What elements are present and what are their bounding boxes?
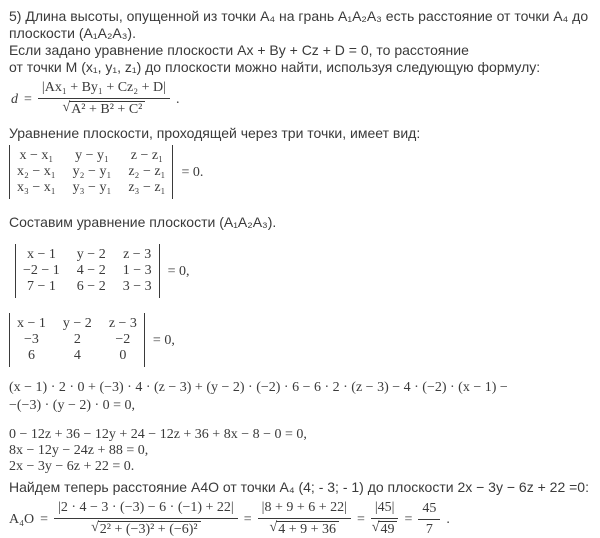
- sqrt-icon: √: [91, 520, 99, 535]
- equation-1: 0 − 12z + 36 − 12y + 24 − 12z + 36 + 8x − 8 − 0 = 0,: [9, 427, 307, 442]
- problem-statement-line1: 5) Длина высоты, опущенной из точки A₄ на грань A₁A₂A₃ есть расстояние от точки A₄ до: [9, 8, 589, 24]
- sqrt-icon: √: [62, 100, 71, 115]
- simplified-equations: [9, 427, 596, 475]
- matrix-cell: −2: [115, 332, 131, 347]
- fraction-numerator: |2 · 4 − 3 · (−3) − 6 · (−1) + 22|: [54, 500, 238, 519]
- matrix-cell: z₂ − z₁: [128, 164, 166, 179]
- matrix-cell: 7 − 1: [26, 279, 56, 294]
- matrix-cell: y − 2: [62, 316, 92, 331]
- fraction-denominator: [371, 519, 399, 538]
- matrix-substituted: [15, 244, 160, 298]
- fraction-2: [258, 500, 351, 538]
- equals-sign: =: [40, 511, 49, 527]
- equals-sign: =: [356, 511, 365, 527]
- plane-equation-intro: Если задано уравнение плоскости Ax + By + Cz + D = 0, то расстояние: [9, 42, 469, 58]
- radicand: A² + B² + C²: [69, 101, 145, 118]
- matrix-rhs: = 0.: [181, 164, 204, 180]
- radicand: 49: [378, 521, 397, 538]
- determinant-general: [9, 145, 596, 199]
- fraction-3: [371, 500, 399, 538]
- distance-fraction: [38, 80, 170, 118]
- expansion-line2: −(−3) · (y − 2) · 0 = 0,: [9, 398, 136, 413]
- radicand: 4 + 9 + 36: [276, 521, 339, 538]
- problem-statement-line2: плоскости (A₁A₂A₃).: [9, 25, 136, 41]
- distance-formula: [11, 80, 596, 118]
- equals-sign: =: [243, 511, 252, 527]
- matrix-cell: 6: [27, 348, 35, 363]
- equation-2: 8x − 12y − 24z + 88 = 0,: [9, 443, 149, 458]
- period: .: [446, 511, 450, 527]
- matrix-rhs: = 0,: [152, 332, 175, 348]
- cofactor-expansion: [9, 379, 596, 415]
- matrix-cell: −3: [24, 332, 39, 347]
- distance-formula-intro: от точки M (x₁, y₁, z₁) до плоскости можно найти, используя следующую формулу:: [9, 59, 541, 75]
- fraction-denominator: 7: [425, 521, 433, 537]
- matrix-cell: x₃ − x₁: [17, 180, 56, 195]
- matrix-cell: y − 2: [76, 247, 106, 262]
- matrix-cell: 6 − 2: [76, 279, 106, 294]
- final-distance-formula: [9, 500, 596, 538]
- final-distance-intro: Найдем теперь расстояние A4O от точки A₄ (4; - 3; - 1) до плоскости 2x − 3y − 6z + 22 =0:: [9, 479, 589, 495]
- matrix-general: [9, 145, 173, 199]
- period: .: [175, 91, 180, 107]
- fraction-denominator: [54, 519, 238, 538]
- matrix-cell: 2: [73, 332, 81, 347]
- sqrt-icon: √: [371, 520, 380, 535]
- matrix-cell: z₃ − z₁: [128, 180, 166, 195]
- matrix-rhs: = 0,: [167, 263, 190, 279]
- matrix-cell: 4: [73, 348, 81, 363]
- matrix-simplified: [9, 313, 145, 367]
- determinant-simplified: [9, 313, 596, 367]
- matrix-cell: z − z₁: [130, 148, 163, 163]
- fraction-denominator: [38, 99, 170, 118]
- equals-sign: =: [24, 91, 32, 107]
- expansion-line1: (x − 1) · 2 · 0 + (−3) · 4 · (z − 3) + (y − 2) · (−2) · 6 − 6 · 2 · (z − 3) − 4 · (−2) · (x − 1) −: [9, 380, 508, 395]
- fraction-numerator: |8 + 9 + 6 + 22|: [258, 500, 351, 519]
- formula-lhs: d: [11, 91, 18, 107]
- matrix-cell: x − 1: [26, 247, 56, 262]
- matrix-cell: x₂ − x₁: [17, 164, 56, 179]
- matrix-cell: 0: [119, 348, 127, 363]
- matrix-cell: x − x₁: [19, 148, 54, 163]
- fraction-numerator: |Ax₁ + By₁ + Cz₂ + D|: [38, 80, 170, 99]
- fraction-1: [54, 500, 238, 538]
- matrix-cell: 3 − 3: [122, 279, 152, 294]
- matrix-cell: 4 − 2: [76, 263, 106, 278]
- matrix-cell: 1 − 3: [122, 263, 152, 278]
- radicand: 2² + (−3)² + (−6)²: [98, 521, 201, 538]
- sqrt-icon: √: [269, 520, 278, 535]
- equals-sign: =: [404, 511, 413, 527]
- matrix-cell: z − 3: [108, 316, 137, 331]
- matrix-cell: −2 − 1: [23, 263, 60, 278]
- fraction-numerator: |45|: [371, 500, 399, 519]
- fraction-4: [418, 501, 440, 538]
- matrix-cell: z − 3: [123, 247, 152, 262]
- formula-lhs: A₄O: [9, 511, 35, 527]
- fraction-denominator: [258, 519, 351, 538]
- three-point-plane-intro: Уравнение плоскости, проходящей через три точки, имеет вид:: [9, 125, 421, 141]
- problem-statement: [9, 8, 596, 42]
- equation-3: 2x − 3y − 6z + 22 = 0.: [9, 459, 135, 474]
- matrix-cell: x − 1: [17, 316, 46, 331]
- matrix-cell: y₃ − y₁: [72, 180, 112, 195]
- matrix-cell: y₂ − y₁: [72, 164, 112, 179]
- fraction-numerator: 45: [418, 501, 440, 520]
- matrix-cell: y − y₁: [75, 148, 109, 163]
- determinant-substituted: [15, 244, 596, 298]
- compose-equation-text: Составим уравнение плоскости (A₁A₂A₃).: [9, 214, 277, 230]
